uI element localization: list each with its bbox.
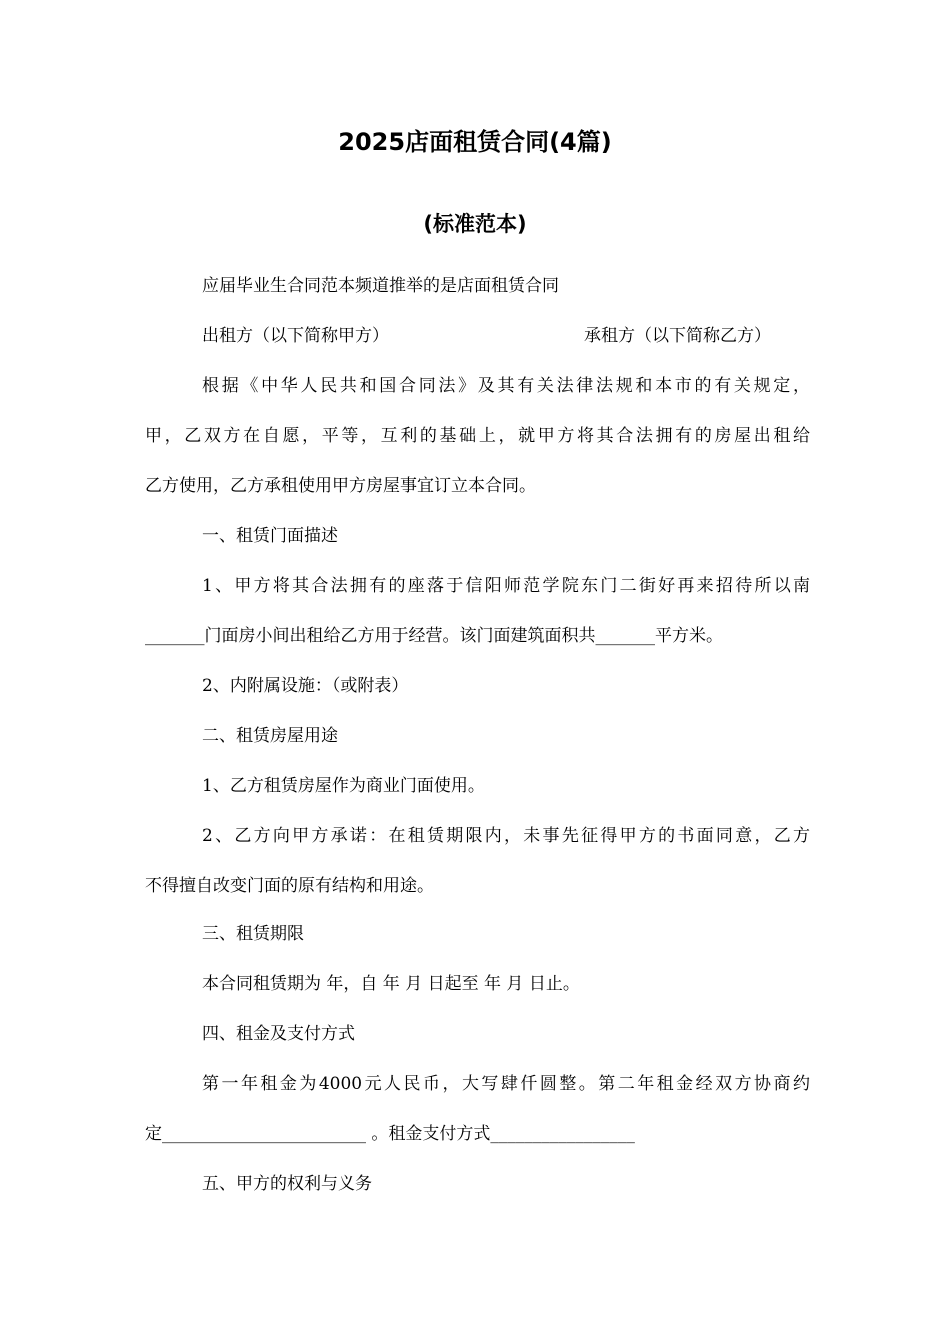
preamble-line-3: 乙方使用，乙方承租使用甲方房屋事宜订立本合同。: [145, 476, 536, 496]
section5-heading: 五、甲方的权利与义务: [202, 1174, 372, 1194]
document-title: 2025店面租赁合同(4篇): [338, 128, 612, 156]
section1-item1-line-1: 1、甲方将其合法拥有的座落于信阳师范学院东门二街好再来招待所以南: [202, 576, 810, 596]
section4-text-line-2: 定________________________ 。租金支付方式_________________: [145, 1124, 635, 1144]
intro-line: 应届毕业生合同范本频道推举的是店面租赁合同: [202, 276, 559, 296]
section2-item2-line-2: 不得擅自改变门面的原有结构和用途。: [145, 876, 434, 896]
lessee-label: 承租方（以下简称乙方）: [584, 326, 771, 346]
section4-text-line-1: 第一年租金为4000元人民币，大写肆仟圆整。第二年租金经双方协商约: [202, 1074, 810, 1094]
section1-item1-line-2: _______门面房小间出租给乙方用于经营。该门面建筑面积共_______平方米。: [145, 626, 723, 646]
document-subtitle: (标准范本): [423, 212, 527, 236]
lessor-label: 出租方（以下简称甲方）: [202, 326, 389, 346]
section2-item2-line-1: 2、乙方向甲方承诺：在租赁期限内，未事先征得甲方的书面同意，乙方: [202, 826, 810, 846]
section1-item2: 2、内附属设施：（或附表）: [202, 676, 409, 696]
preamble-line-2: 甲，乙双方在自愿，平等，互利的基础上，就甲方将其合法拥有的房屋出租给: [145, 426, 810, 446]
preamble-line-1: 根据《中华人民共和国合同法》及其有关法律法规和本市的有关规定，: [202, 376, 810, 396]
section3-text: 本合同租赁期为 年，自 年 月 日起至 年 月 日止。: [202, 974, 580, 994]
section2-heading: 二、租赁房屋用途: [202, 726, 338, 746]
section3-heading: 三、租赁期限: [202, 924, 304, 944]
section2-item1: 1、乙方租赁房屋作为商业门面使用。: [202, 776, 485, 796]
section4-heading: 四、租金及支付方式: [202, 1024, 355, 1044]
parties-row: [202, 324, 810, 348]
section1-heading: 一、租赁门面描述: [202, 526, 338, 546]
